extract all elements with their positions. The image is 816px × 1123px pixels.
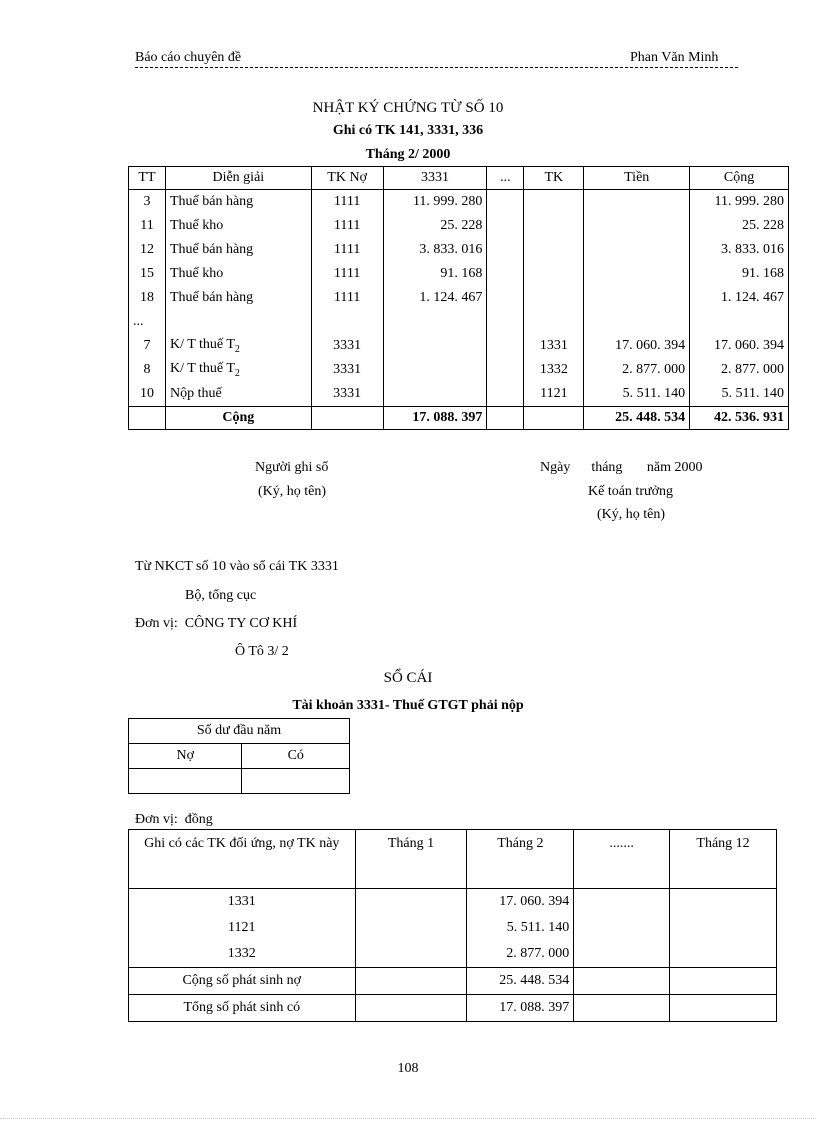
row-desc: Nộp thuế <box>165 382 311 407</box>
row-desc-subscript: 2 <box>234 367 240 379</box>
row-cong: 5. 511. 140 <box>690 382 789 407</box>
row-3331: 11. 999. 280 <box>383 190 487 215</box>
signer-right-role: Kế toán trưởng <box>588 484 673 499</box>
ledger-row-t2: 17. 060. 394 <box>467 889 574 916</box>
journal-row <box>129 382 789 407</box>
ledger-col-month12: Tháng 12 <box>670 830 777 889</box>
ledger-row-account: 1332 <box>129 941 356 968</box>
page-number: 108 <box>397 1061 419 1076</box>
row-dots <box>487 262 524 286</box>
row-3331: 3. 833. 016 <box>383 238 487 262</box>
row-desc: Thuế bán hàng <box>165 238 311 262</box>
row-tk <box>524 310 584 334</box>
row-tk <box>524 238 584 262</box>
row-tk <box>524 214 584 238</box>
row-tk <box>524 262 584 286</box>
total-3331: 17. 088. 397 <box>383 407 487 430</box>
row-tien <box>584 310 690 334</box>
signer-left-role: Người ghi sổ <box>255 460 329 475</box>
ledger-sum-no-row <box>129 968 777 995</box>
journal-row <box>129 262 789 286</box>
page-bottom-divider <box>0 1118 816 1119</box>
ledger-row-dots <box>574 889 670 916</box>
balance-header: Số dư đầu năm <box>129 719 350 744</box>
row-tkno: 3331 <box>311 334 383 358</box>
row-desc <box>165 310 311 334</box>
col-tien: Tiền <box>584 167 690 190</box>
row-dots <box>487 310 524 334</box>
row-3331 <box>383 334 487 358</box>
sum-no-label: Cộng số phát sinh nợ <box>129 968 356 995</box>
journal-subtitle: Ghi có TK 141, 3331, 336 <box>332 123 484 138</box>
date-line: Ngày tháng năm 2000 <box>540 460 703 475</box>
row-cong: 2. 877. 000 <box>690 358 789 382</box>
journal-month: Tháng 2/ 2000 <box>365 147 451 162</box>
row-tkno <box>311 310 383 334</box>
row-tt: 15 <box>129 262 166 286</box>
row-tkno: 3331 <box>311 358 383 382</box>
row-tt: 11 <box>129 214 166 238</box>
total-cong: 42. 536. 931 <box>690 407 789 430</box>
row-cong: 17. 060. 394 <box>690 334 789 358</box>
intro-line2: Bộ, tổng cục <box>185 588 257 603</box>
ledger-row-dots <box>574 941 670 968</box>
row-desc: K/ T thuế $T_2$ <box>165 334 311 358</box>
row-3331: 91. 168 <box>383 262 487 286</box>
row-dots <box>487 382 524 407</box>
row-tk: 1331 <box>524 334 584 358</box>
col-cong: Cộng <box>690 167 789 190</box>
journal-row <box>129 310 789 334</box>
ledger-sum-co-row <box>129 995 777 1022</box>
ledger-subtitle: Tài khoản 3331- Thuế GTGT phải nộp <box>292 698 524 713</box>
row-tien <box>584 238 690 262</box>
row-tt: 3 <box>129 190 166 215</box>
row-dots <box>487 238 524 262</box>
balance-co: Có <box>242 744 350 769</box>
col-dots: ... <box>487 167 524 190</box>
ledger-title: SỔ CÁI <box>383 670 433 686</box>
journal-total-row <box>129 407 789 430</box>
ledger-row-t2: 2. 877. 000 <box>467 941 574 968</box>
intro-line1: Từ NKCT số 10 vào sổ cái TK 3331 <box>135 559 339 574</box>
ledger-row-t12 <box>670 915 777 941</box>
row-dots <box>487 334 524 358</box>
ledger-row <box>129 941 777 968</box>
intro-line3: Đơn vị: CÔNG TY CƠ KHÍ <box>135 616 298 631</box>
row-tien <box>584 214 690 238</box>
row-tkno: 3331 <box>311 382 383 407</box>
row-cong: 91. 168 <box>690 262 789 286</box>
row-desc: K/ T thuế $T_2$ <box>165 358 311 382</box>
row-cong: 11. 999. 280 <box>690 190 789 215</box>
row-3331: 25. 228 <box>383 214 487 238</box>
row-tkno: 1111 <box>311 214 383 238</box>
header-divider <box>135 67 738 68</box>
ledger-row-dots <box>574 915 670 941</box>
row-dots <box>487 190 524 215</box>
header-right: Phan Văn Minh <box>630 50 719 65</box>
journal-title: NHẬT KÝ CHỨNG TỪ SỐ 10 <box>312 100 504 116</box>
row-tien <box>584 190 690 215</box>
ledger-row <box>129 915 777 941</box>
row-dots <box>487 214 524 238</box>
journal-row <box>129 190 789 215</box>
row-dots <box>487 286 524 310</box>
row-desc-subscript: 2 <box>234 343 240 355</box>
row-desc: Thuế kho <box>165 214 311 238</box>
row-3331 <box>383 382 487 407</box>
row-tk <box>524 190 584 215</box>
ledger-row <box>129 889 777 916</box>
journal-table <box>128 166 789 430</box>
opening-balance-table <box>128 718 350 794</box>
row-cong: 3. 833. 016 <box>690 238 789 262</box>
row-tt: 18 <box>129 286 166 310</box>
intro-line4: Ô Tô 3/ 2 <box>235 644 289 659</box>
sum-co-t2: 17. 088. 397 <box>467 995 574 1022</box>
row-tk <box>524 286 584 310</box>
col-desc: Diễn giải <box>165 167 311 190</box>
ledger-row-t1 <box>355 889 467 916</box>
signer-right-sign: (Ký, họ tên) <box>597 507 666 522</box>
ledger-table <box>128 829 777 1022</box>
col-3331: 3331 <box>383 167 487 190</box>
row-tien <box>584 286 690 310</box>
ledger-row-t12 <box>670 889 777 916</box>
unit-label: Đơn vị: đồng <box>135 812 213 827</box>
row-tk: 1121 <box>524 382 584 407</box>
total-tien: 25. 448. 534 <box>584 407 690 430</box>
row-tt: 8 <box>129 358 166 382</box>
row-dots <box>487 358 524 382</box>
journal-row <box>129 358 789 382</box>
col-tkno: TK Nợ <box>311 167 383 190</box>
ledger-col-dots: ....... <box>574 830 670 889</box>
row-3331 <box>383 358 487 382</box>
row-3331: 1. 124. 467 <box>383 286 487 310</box>
ledger-row-account: 1121 <box>129 915 356 941</box>
journal-row <box>129 286 789 310</box>
sum-no-t2: 25. 448. 534 <box>467 968 574 995</box>
row-tt: 12 <box>129 238 166 262</box>
journal-row <box>129 238 789 262</box>
col-tk: TK <box>524 167 584 190</box>
ledger-col-account: Ghi có các TK đối ứng, nợ TK này <box>129 830 356 889</box>
row-tien <box>584 262 690 286</box>
row-tt: 7 <box>129 334 166 358</box>
row-tkno: 1111 <box>311 190 383 215</box>
row-tien: 17. 060. 394 <box>584 334 690 358</box>
ledger-col-month1: Tháng 1 <box>355 830 467 889</box>
row-tt: 10 <box>129 382 166 407</box>
row-tk: 1332 <box>524 358 584 382</box>
row-cong <box>690 310 789 334</box>
row-tien: 2. 877. 000 <box>584 358 690 382</box>
balance-co-value <box>242 769 350 794</box>
row-cong: 1. 124. 467 <box>690 286 789 310</box>
row-tkno: 1111 <box>311 262 383 286</box>
row-tkno: 1111 <box>311 238 383 262</box>
signer-left-sign: (Ký, họ tên) <box>258 484 327 499</box>
sum-co-label: Tổng số phát sinh có <box>129 995 356 1022</box>
row-desc: Thuế kho <box>165 262 311 286</box>
row-tkno: 1111 <box>311 286 383 310</box>
balance-no-value <box>129 769 242 794</box>
ledger-col-month2: Tháng 2 <box>467 830 574 889</box>
total-label: Cộng <box>165 407 311 430</box>
row-tt: ... <box>129 310 166 334</box>
col-tt: TT <box>129 167 166 190</box>
journal-row <box>129 334 789 358</box>
header-left: Báo cáo chuyên đề <box>135 50 242 65</box>
row-3331 <box>383 310 487 334</box>
row-desc: Thuế bán hàng <box>165 190 311 215</box>
row-cong: 25. 228 <box>690 214 789 238</box>
balance-no: Nợ <box>129 744 242 769</box>
ledger-row-t2: 5. 511. 140 <box>467 915 574 941</box>
ledger-row-account: 1331 <box>129 889 356 916</box>
ledger-row-t1 <box>355 941 467 968</box>
ledger-row-t12 <box>670 941 777 968</box>
row-desc: Thuế bán hàng <box>165 286 311 310</box>
journal-row <box>129 214 789 238</box>
row-tien: 5. 511. 140 <box>584 382 690 407</box>
ledger-row-t1 <box>355 915 467 941</box>
